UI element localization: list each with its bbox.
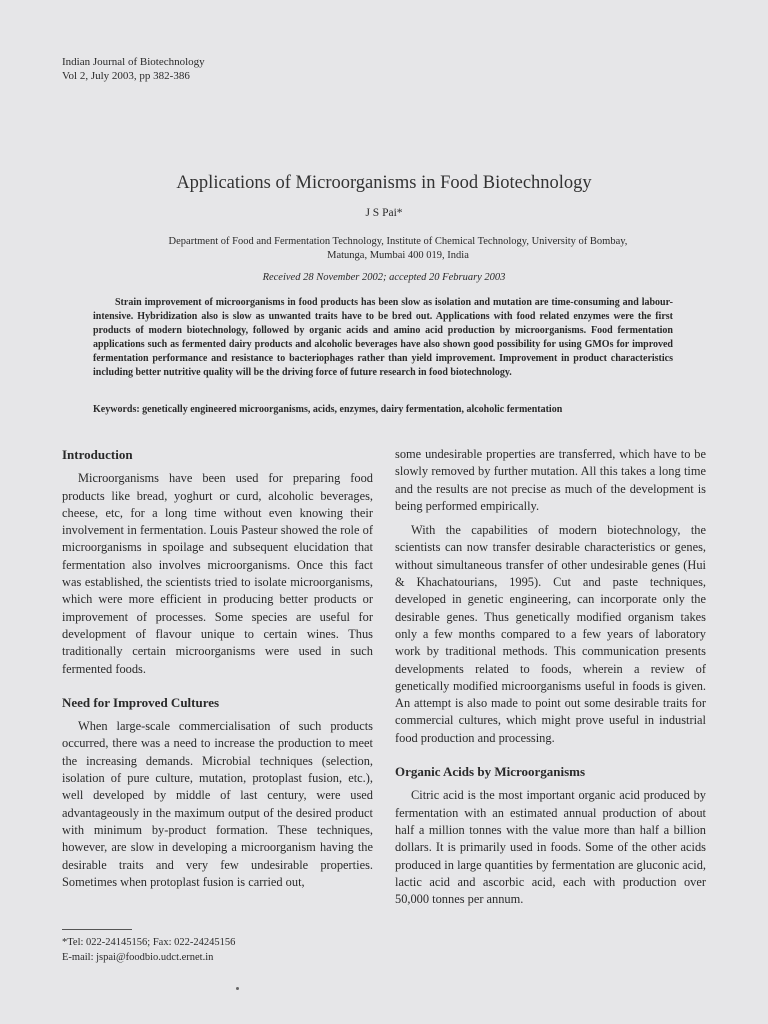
paper-title: Applications of Microorganisms in Food Biotechnology	[176, 173, 592, 193]
section-heading-cultures: Need for Improved Cultures	[62, 694, 220, 710]
acids-paragraph: Citric acid is the most important organic acid produced by fermentation with an estimated annual production of about half a million tonnes with the value more than half a billion dollars. It is primarily used in foods. Some of the other acids produced in large quantities by fermentation are gluconic acid, lactic acid and ascorbic acid, each with production over 50,000 tonnes per annum.	[395, 788, 706, 907]
journal-volume: Vol 2, July 2003, pp 382-386	[62, 70, 190, 82]
introduction-paragraph: Microorganisms have been used for preparing food products like bread, yoghurt or curd, alcoholic beverages, cheese, etc, for a long time without even knowing their involvement in fermentation. Louis Pasteur showed the role of microorganisms in spoilage and subsequent elucidation that fermentation also involves microorganisms. Once this fact was established, the scientists tried to isolate microorganisms, which were more efficient in producing better products or improvement of processes. Some species are useful for development of flavour unique to certain wines. Thus traditionally certain microorganisms were used in such fermented foods.	[62, 471, 373, 676]
journal-name: Indian Journal of Biotechnology	[62, 56, 205, 68]
left-column	[62, 446, 373, 891]
affiliation-line-2: Matunga, Mumbai 400 019, India	[327, 249, 469, 261]
footnote	[62, 935, 235, 965]
cultures-paragraph-1: When large-scale commercialisation of such products occurred, there was a need to increase the production to meet the increasing demands. Microbial techniques (selection, isolation of pure culture, mutation, protoplast fusion, etc.), well developed by middle of last century, were used advantageously in the maximum output of the desired product with minimum by-product formation. These techniques, however, are slow in developing a microorganism having the desirable traits and very few undesirable properties. Sometimes when protoplast fusion is carried out,	[62, 719, 373, 889]
page-mark	[236, 987, 239, 990]
footnote-email: E-mail: jspai@foodbio.udct.ernet.in	[62, 952, 214, 963]
journal-header	[62, 55, 205, 83]
section-heading-introduction: Introduction	[62, 447, 133, 462]
keywords: Keywords: genetically engineered microorganisms, acids, enzymes, dairy fermentation, alcoholic fermentation	[93, 404, 563, 415]
section-heading-acids: Organic Acids by Microorganisms	[395, 764, 586, 780]
paper-author: J S Pai*	[365, 207, 403, 219]
received-dates: Received 28 November 2002; accepted 20 February 2003	[262, 272, 506, 283]
right-column	[395, 446, 706, 908]
cultures-paragraph-2: With the capabilities of modern biotechnology, the scientists can now transfer desirable characteristics or genes, without simultaneous transfer of other undesirable genes (Hui & Khachatourians, 1995). Cut and paste techniques, developed in genetic engineering, can incorporate only the desirable genes. Thus genetically modified organism takes only a few months compared to a few years of laboratory work by traditional methods. This communication presents developments related to foods, wherein a review of genetically modified microorganisms useful in foods is given. An attempt is also made to point out some desirable traits for commercial cultures, which might prove useful in industrial food production and processing.	[395, 523, 706, 745]
affiliation	[130, 235, 666, 262]
abstract: Strain improvement of microorganisms in food products has been slow as isolation and mutation are time-consuming and labour-intensive. Hybridization also is slow as unwanted traits have to be bred out. Applications with food related enzymes were the first products of modern biotechnology, followed by organic acids and amino acid production by microorganisms. Food fermentation applications such as fermented dairy products and alcoholic beverages have also shown good possibility for using GMOs for improved fermentation performance and resistance to bacteriophages rather than yield improvement. Improvement in product characteristics including better nutritive quality will be the driving force of future research in food biotechnology.	[93, 297, 673, 378]
cultures-paragraph-1-continued: some undesirable properties are transferred, which have to be slowly removed by further mutation. All this takes a long time and the results are not precise as much of the development is being performed empirically.	[395, 447, 706, 513]
footnote-divider	[62, 929, 132, 930]
footnote-tel: *Tel: 022-24145156; Fax: 022-24245156	[62, 937, 236, 948]
affiliation-line-1: Department of Food and Fermentation Technology, Institute of Chemical Technology, University of Bombay,	[168, 236, 628, 247]
